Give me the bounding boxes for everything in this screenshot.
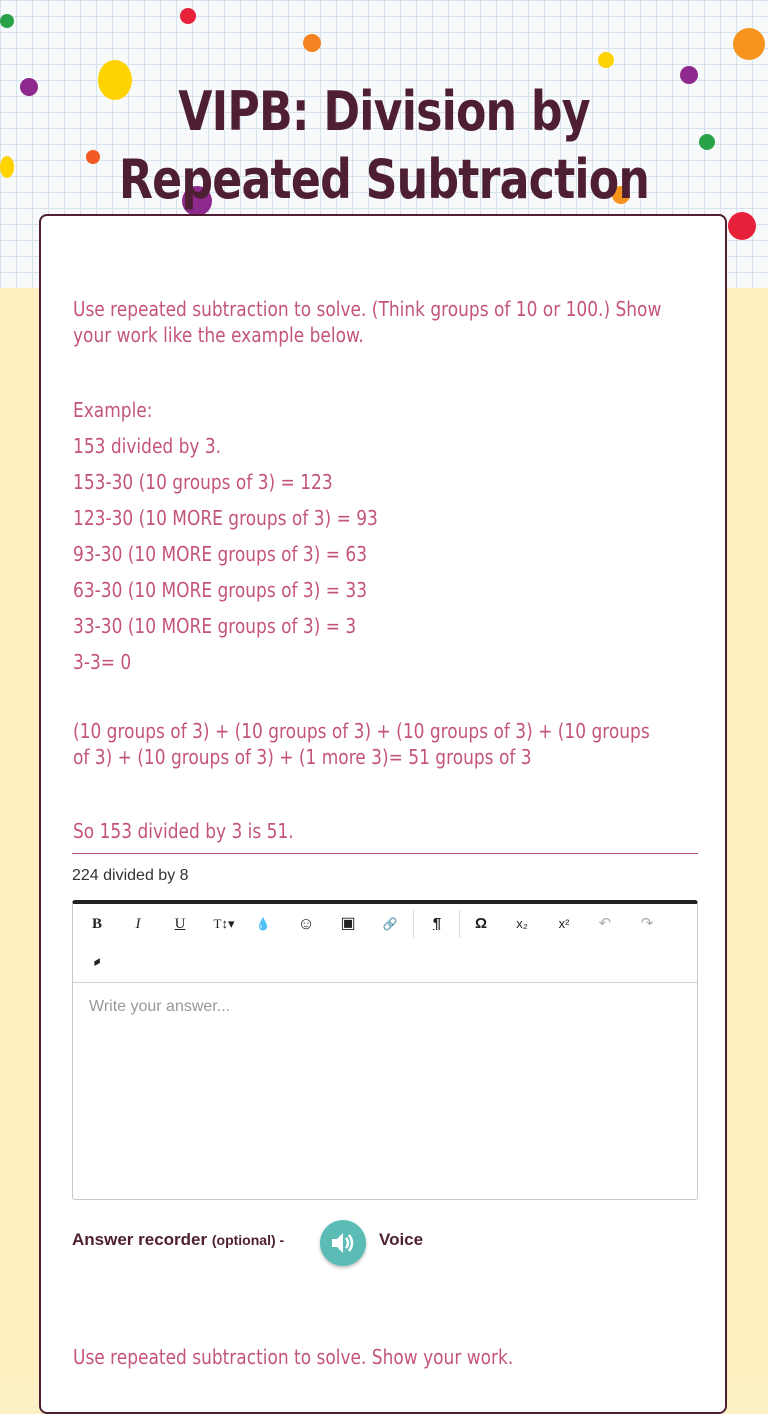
underline-button[interactable]: U xyxy=(174,916,186,932)
undo-icon[interactable]: ↶ xyxy=(598,915,612,932)
link-icon[interactable]: 🔗 xyxy=(382,917,398,931)
page-title xyxy=(69,78,699,214)
title-line-2: Repeated Subtraction xyxy=(118,148,650,211)
text-size-button[interactable]: T↕▾ xyxy=(213,916,235,931)
summary-line-2: of 3) + (10 groups of 3) + (1 more 3)= 51 groups of 3 xyxy=(73,745,532,769)
emoji-icon[interactable]: ☺ xyxy=(297,914,315,933)
voice-record-button[interactable] xyxy=(320,1220,366,1266)
subscript-button[interactable]: x₂ xyxy=(516,916,528,931)
instructions-line-2: your work like the example below. xyxy=(73,323,364,347)
paint-splat xyxy=(0,156,14,178)
omega-icon[interactable]: Ω xyxy=(474,915,488,932)
example-summary xyxy=(73,718,650,770)
question-prompt: 224 divided by 8 xyxy=(72,867,189,884)
example-line: 33-30 (10 MORE groups of 3) = 3 xyxy=(73,614,357,638)
paint-splat xyxy=(0,14,14,28)
summary-line-1: (10 groups of 3) + (10 groups of 3) + (10 groups of 3) + (10 groups xyxy=(73,719,650,743)
paint-splat xyxy=(20,78,38,96)
bold-button[interactable]: B xyxy=(91,916,102,932)
toolbar-separator xyxy=(459,910,460,938)
toolbar-separator xyxy=(413,910,414,938)
paragraph-icon[interactable]: ¶ xyxy=(432,915,442,932)
image-icon[interactable]: ▣ xyxy=(340,915,356,932)
example-line: 3-3= 0 xyxy=(73,650,132,674)
paint-splat xyxy=(699,134,715,150)
instructions-line-1: Use repeated subtraction to solve. (Think groups of 10 or 100.) Show xyxy=(73,297,662,321)
answer-recorder-label xyxy=(72,1230,284,1250)
instructions xyxy=(73,296,662,348)
eraser-icon[interactable]: ▰ xyxy=(90,954,104,970)
example-line: 153 divided by 3. xyxy=(73,434,222,458)
recorder-label: Answer recorder xyxy=(72,1230,208,1249)
paint-splat xyxy=(733,28,765,60)
answer-editor xyxy=(72,900,698,1200)
paint-splat xyxy=(728,212,756,240)
paint-splat xyxy=(598,52,614,68)
next-question-instructions: Use repeated subtraction to solve. Show your work. xyxy=(73,1345,514,1369)
example-label: Example: xyxy=(73,398,153,422)
example-line: 123-30 (10 MORE groups of 3) = 93 xyxy=(73,506,378,530)
paint-splat xyxy=(303,34,321,52)
paint-splat xyxy=(180,8,196,24)
title-line-1: VIPB: Division by xyxy=(178,80,590,143)
superscript-button[interactable]: x² xyxy=(558,916,570,931)
editor-toolbar xyxy=(73,904,697,983)
divider xyxy=(72,853,698,854)
example-line: 63-30 (10 MORE groups of 3) = 33 xyxy=(73,578,368,602)
recorder-optional: (optional) - xyxy=(211,1232,285,1248)
text-color-icon[interactable]: 💧 xyxy=(255,917,271,931)
answer-input[interactable]: Write your answer... xyxy=(89,998,231,1015)
example-line: 153-30 (10 groups of 3) = 123 xyxy=(73,470,333,494)
speaker-icon xyxy=(320,1220,366,1266)
redo-icon[interactable]: ↷ xyxy=(640,915,654,932)
voice-label: Voice xyxy=(379,1230,424,1249)
example-line: 93-30 (10 MORE groups of 3) = 63 xyxy=(73,542,368,566)
example-block xyxy=(73,392,609,680)
example-conclusion: So 153 divided by 3 is 51. xyxy=(73,819,294,843)
italic-button[interactable]: I xyxy=(135,916,141,932)
worksheet-card xyxy=(39,214,727,1414)
